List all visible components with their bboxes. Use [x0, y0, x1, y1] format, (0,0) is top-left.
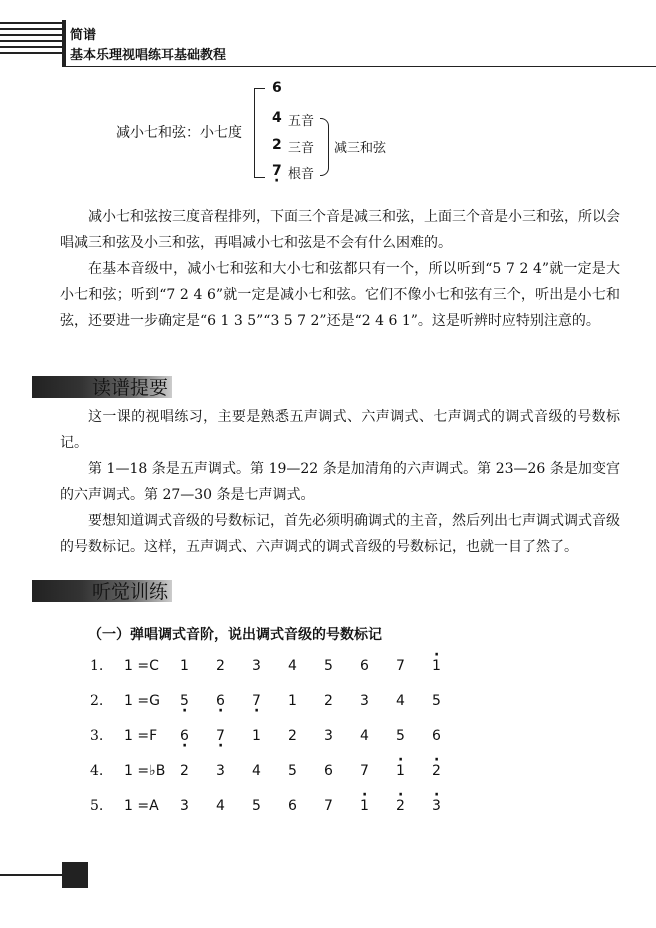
scale-note: 6	[288, 798, 297, 814]
exercise-number: 2.	[90, 693, 104, 709]
footer-rule	[0, 874, 64, 876]
scale-note: 3	[180, 798, 189, 814]
triad-brace	[320, 118, 329, 176]
scale-note: 2	[288, 728, 297, 744]
chord-note-7: 7 ·	[272, 163, 282, 179]
scale-note: 3	[252, 658, 261, 674]
section-text	[60, 404, 620, 560]
paragraph: 减小七和弦按三度音程排列，下面三个音是减三和弦，上面三个音是小三和弦，所以会唱减三和弦及小三和弦，再唱减小七和弦是不会有什么困难的。	[60, 209, 620, 251]
scale-note: · 2	[396, 798, 405, 814]
scale-note: 5	[252, 798, 261, 814]
header-subtitle: 基本乐理视唱练耳基础教程	[70, 48, 227, 63]
scale-note: · 3	[432, 798, 441, 814]
scale-note: 1	[180, 658, 189, 674]
scale-note: 2	[216, 658, 225, 674]
header-decoration	[0, 22, 62, 62]
scale-note: 6	[360, 658, 369, 674]
exercise-key: 1 =F	[124, 728, 158, 744]
scale-note: 3	[216, 763, 225, 779]
chord-note-2: 2	[272, 137, 282, 153]
triad-label: 减三和弦	[334, 141, 387, 156]
exercise-row	[90, 757, 610, 787]
chord-label: 减小七和弦：	[116, 125, 200, 141]
exercise-key: 1 =C	[124, 658, 159, 674]
chord-note-4: 4	[272, 110, 282, 126]
scale-note: 5 ·	[180, 693, 189, 709]
exercise-row	[90, 792, 610, 822]
scale-note: 1	[288, 693, 297, 709]
scale-note: 5	[324, 658, 333, 674]
chord-note-6: 6	[272, 80, 282, 96]
exercise-key: 1 =G	[124, 693, 160, 709]
scale-note: 4	[252, 763, 261, 779]
scale-note: · 1	[432, 658, 441, 674]
scale-note: 4	[216, 798, 225, 814]
scale-note: · 1	[360, 798, 369, 814]
header-rule	[62, 66, 656, 67]
scale-note: 7	[396, 658, 405, 674]
scale-note: 3	[324, 728, 333, 744]
scale-note: 6 ·	[180, 728, 189, 744]
chord-fifth-label: 五音	[288, 114, 315, 129]
paragraph: 这一课的视唱练习，主要是熟悉五声调式、六声调式、七声调式的调式音级的号数标记。	[60, 409, 620, 451]
scale-note: · 2	[432, 763, 441, 779]
exercise-key: 1 =A	[124, 798, 159, 814]
scale-note: 6 ·	[216, 693, 225, 709]
seventh-brace	[254, 88, 265, 178]
scale-note: 6	[324, 763, 333, 779]
exercise-number: 1.	[90, 658, 104, 674]
scale-note: 7	[324, 798, 333, 814]
scale-note: · 1	[396, 763, 405, 779]
scale-note: 2	[324, 693, 333, 709]
section-title: 听觉训练	[92, 581, 169, 603]
scale-note: 5	[288, 763, 297, 779]
scale-note: 5	[396, 728, 405, 744]
chord-third-label: 三音	[288, 141, 315, 156]
paragraph: 第 1—18 条是五声调式。第 19—22 条是加清角的六声调式。第 23—26 条是加变宫的六声调式。第 27—30 条是七声调式。	[60, 461, 620, 503]
scale-note: 5	[432, 693, 441, 709]
scale-note: 4	[288, 658, 297, 674]
scale-note: 7 ·	[216, 728, 225, 744]
exercise-row	[90, 687, 610, 717]
scale-note: 4	[396, 693, 405, 709]
page-marker	[62, 862, 88, 888]
scale-note: 6	[432, 728, 441, 744]
chord-root-label: 根音	[288, 167, 315, 182]
exercise-number: 3.	[90, 728, 104, 744]
scale-note: 7 ·	[252, 693, 261, 709]
scale-note: 4	[360, 728, 369, 744]
exercise-number: 4.	[90, 763, 104, 779]
scale-note: 7	[360, 763, 369, 779]
chord-interval: 小七度	[200, 125, 242, 141]
scale-note: 2	[180, 763, 189, 779]
paragraph: 要想知道调式音级的号数标记，首先必须明确调式的主音，然后列出七声调式调式音级的号数标记。这样，五声调式、六声调式的调式音级的号数标记，也就一目了然了。	[60, 513, 620, 555]
header-bar	[62, 20, 66, 66]
exercise-row	[90, 722, 610, 752]
exercise-key: 1 =♭B	[124, 763, 166, 779]
intro-text	[60, 204, 620, 334]
scale-note: 3	[360, 693, 369, 709]
exercise-number: 5.	[90, 798, 104, 814]
exercise-heading: （一）弹唱调式音阶，说出调式音级的号数标记	[88, 627, 382, 643]
section-title: 读谱提要	[92, 377, 169, 399]
header-title: 简谱	[70, 28, 97, 43]
exercise-row	[90, 652, 610, 682]
paragraph: 在基本音级中，减小七和弦和大小七和弦都只有一个，所以听到“5 7 2 4”就一定是大小七和弦；听到“7 2 4 6”就一定是减小七和弦。它们不像小七和弦有三个，听出是小七和弦，还要进一步确定是“6 1 3 5”“3 5 7 2”还是“2 4 6 1”。这是听辨时应特别注意的。	[60, 261, 620, 329]
scale-note: 1	[252, 728, 261, 744]
